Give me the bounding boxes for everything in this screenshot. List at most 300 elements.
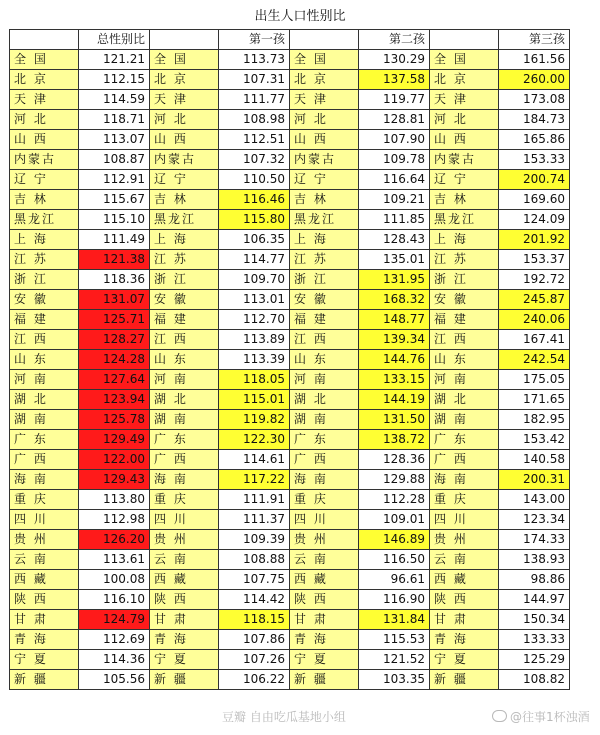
table-row	[10, 350, 570, 370]
region-name: 河 南	[10, 370, 79, 390]
first-child-ratio-cell: 108.98	[219, 110, 290, 130]
total-ratio-cell: 121.38	[79, 250, 150, 270]
region-name: 湖 南	[10, 410, 79, 430]
first-child-ratio-cell: 117.22	[219, 470, 290, 490]
total-ratio-cell: 112.15	[79, 70, 150, 90]
region-name: 安 徽	[150, 290, 219, 310]
header-blank	[150, 30, 219, 50]
region-name: 海 南	[10, 470, 79, 490]
first-child-ratio-cell: 115.01	[219, 390, 290, 410]
watermark-right-text: @往事1杯浊酒	[510, 710, 590, 724]
region-name: 黑龙江	[150, 210, 219, 230]
first-child-ratio-cell: 107.75	[219, 570, 290, 590]
sex-ratio-table	[9, 29, 570, 690]
first-child-ratio-cell: 118.05	[219, 370, 290, 390]
table-row	[10, 570, 570, 590]
header-row	[10, 30, 570, 50]
third-child-ratio-cell: 200.31	[499, 470, 570, 490]
table-row	[10, 150, 570, 170]
table-row	[10, 130, 570, 150]
first-child-ratio-cell: 111.77	[219, 90, 290, 110]
region-name: 宁 夏	[430, 650, 499, 670]
second-child-ratio-cell: 128.36	[359, 450, 430, 470]
total-ratio-cell: 127.64	[79, 370, 150, 390]
total-ratio-cell: 105.56	[79, 670, 150, 690]
second-child-ratio-cell: 131.95	[359, 270, 430, 290]
region-name: 青 海	[150, 630, 219, 650]
region-name: 湖 北	[150, 390, 219, 410]
total-ratio-cell: 113.61	[79, 550, 150, 570]
region-name: 江 苏	[10, 250, 79, 270]
region-name: 福 建	[290, 310, 359, 330]
region-name: 青 海	[10, 630, 79, 650]
third-child-ratio-cell: 108.82	[499, 670, 570, 690]
total-ratio-cell: 113.80	[79, 490, 150, 510]
table-title: 出生人口性别比	[254, 9, 346, 24]
first-child-ratio-cell: 116.46	[219, 190, 290, 210]
region-name: 辽 宁	[290, 170, 359, 190]
region-name: 上 海	[290, 230, 359, 250]
header-total: 总性别比	[79, 30, 150, 50]
region-name: 山 西	[10, 130, 79, 150]
total-ratio-cell: 124.28	[79, 350, 150, 370]
region-name: 甘 肃	[150, 610, 219, 630]
table-row	[10, 390, 570, 410]
region-name: 广 东	[150, 430, 219, 450]
region-name: 吉 林	[10, 190, 79, 210]
region-name: 广 东	[430, 430, 499, 450]
region-name: 陕 西	[150, 590, 219, 610]
weibo-logo-icon	[492, 710, 507, 722]
total-ratio-cell: 115.10	[79, 210, 150, 230]
table-row	[10, 450, 570, 470]
table-row	[10, 330, 570, 350]
first-child-ratio-cell: 113.01	[219, 290, 290, 310]
region-name: 云 南	[430, 550, 499, 570]
third-child-ratio-cell: 125.29	[499, 650, 570, 670]
second-child-ratio-cell: 148.77	[359, 310, 430, 330]
region-name: 贵 州	[290, 530, 359, 550]
second-child-ratio-cell: 139.34	[359, 330, 430, 350]
table-row	[10, 410, 570, 430]
second-child-ratio-cell: 128.81	[359, 110, 430, 130]
header-second-child: 第二孩	[359, 30, 430, 50]
second-child-ratio-cell: 129.88	[359, 470, 430, 490]
region-name: 云 南	[10, 550, 79, 570]
total-ratio-cell: 118.36	[79, 270, 150, 290]
second-child-ratio-cell: 133.15	[359, 370, 430, 390]
table-row	[10, 70, 570, 90]
first-child-ratio-cell: 110.50	[219, 170, 290, 190]
third-child-ratio-cell: 167.41	[499, 330, 570, 350]
region-name: 湖 北	[290, 390, 359, 410]
table-row	[10, 50, 570, 70]
region-name: 湖 南	[430, 410, 499, 430]
region-name: 新 疆	[150, 670, 219, 690]
region-name: 天 津	[430, 90, 499, 110]
region-name: 宁 夏	[290, 650, 359, 670]
first-child-ratio-cell: 119.82	[219, 410, 290, 430]
region-name: 西 藏	[430, 570, 499, 590]
region-name: 重 庆	[10, 490, 79, 510]
third-child-ratio-cell: 192.72	[499, 270, 570, 290]
region-name: 湖 南	[290, 410, 359, 430]
region-name: 山 西	[430, 130, 499, 150]
table-row	[10, 310, 570, 330]
header-blank	[430, 30, 499, 50]
header-third-child: 第三孩	[499, 30, 570, 50]
header-blank	[290, 30, 359, 50]
region-name: 甘 肃	[430, 610, 499, 630]
first-child-ratio-cell: 106.22	[219, 670, 290, 690]
third-child-ratio-cell: 200.74	[499, 170, 570, 190]
region-name: 江 苏	[150, 250, 219, 270]
second-child-ratio-cell: 144.76	[359, 350, 430, 370]
second-child-ratio-cell: 116.64	[359, 170, 430, 190]
table-row	[10, 470, 570, 490]
region-name: 江 西	[290, 330, 359, 350]
first-child-ratio-cell: 112.51	[219, 130, 290, 150]
second-child-ratio-cell: 168.32	[359, 290, 430, 310]
total-ratio-cell: 114.59	[79, 90, 150, 110]
region-name: 内蒙古	[430, 150, 499, 170]
table-row	[10, 550, 570, 570]
total-ratio-cell: 114.36	[79, 650, 150, 670]
region-name: 上 海	[430, 230, 499, 250]
table-row	[10, 270, 570, 290]
second-child-ratio-cell: 128.43	[359, 230, 430, 250]
region-name: 贵 州	[150, 530, 219, 550]
region-name: 青 海	[290, 630, 359, 650]
region-name: 青 海	[430, 630, 499, 650]
table-row	[10, 170, 570, 190]
second-child-ratio-cell: 135.01	[359, 250, 430, 270]
third-child-ratio-cell: 175.05	[499, 370, 570, 390]
region-name: 安 徽	[430, 290, 499, 310]
region-name: 贵 州	[10, 530, 79, 550]
total-ratio-cell: 125.71	[79, 310, 150, 330]
first-child-ratio-cell: 122.30	[219, 430, 290, 450]
table-row	[10, 90, 570, 110]
third-child-ratio-cell: 124.09	[499, 210, 570, 230]
region-name: 重 庆	[290, 490, 359, 510]
region-name: 江 西	[430, 330, 499, 350]
total-ratio-cell: 128.27	[79, 330, 150, 350]
first-child-ratio-cell: 114.77	[219, 250, 290, 270]
first-child-ratio-cell: 109.70	[219, 270, 290, 290]
header-first-child: 第一孩	[219, 30, 290, 50]
region-name: 新 疆	[290, 670, 359, 690]
total-ratio-cell: 131.07	[79, 290, 150, 310]
total-ratio-cell: 112.98	[79, 510, 150, 530]
second-child-ratio-cell: 109.78	[359, 150, 430, 170]
region-name: 广 东	[10, 430, 79, 450]
second-child-ratio-cell: 107.90	[359, 130, 430, 150]
third-child-ratio-cell: 240.06	[499, 310, 570, 330]
third-child-ratio-cell: 143.00	[499, 490, 570, 510]
table-row	[10, 670, 570, 690]
first-child-ratio-cell: 111.37	[219, 510, 290, 530]
third-child-ratio-cell: 165.86	[499, 130, 570, 150]
region-name: 河 南	[290, 370, 359, 390]
total-ratio-cell: 122.00	[79, 450, 150, 470]
watermark-left: 豆瓣 自由吃瓜基地小组	[222, 710, 346, 724]
second-child-ratio-cell: 121.52	[359, 650, 430, 670]
first-child-ratio-cell: 113.39	[219, 350, 290, 370]
third-child-ratio-cell: 133.33	[499, 630, 570, 650]
region-name: 江 西	[10, 330, 79, 350]
table-row	[10, 630, 570, 650]
first-child-ratio-cell: 113.73	[219, 50, 290, 70]
region-name: 福 建	[430, 310, 499, 330]
table-row	[10, 190, 570, 210]
region-name: 广 西	[10, 450, 79, 470]
region-name: 河 北	[290, 110, 359, 130]
third-child-ratio-cell: 98.86	[499, 570, 570, 590]
region-name: 山 东	[430, 350, 499, 370]
table-row	[10, 230, 570, 250]
second-child-ratio-cell: 96.61	[359, 570, 430, 590]
region-name: 宁 夏	[150, 650, 219, 670]
first-child-ratio-cell: 115.80	[219, 210, 290, 230]
region-name: 海 南	[430, 470, 499, 490]
region-name: 江 西	[150, 330, 219, 350]
region-name: 江 苏	[290, 250, 359, 270]
region-name: 全 国	[10, 50, 79, 70]
first-child-ratio-cell: 107.31	[219, 70, 290, 90]
total-ratio-cell: 124.79	[79, 610, 150, 630]
total-ratio-cell: 129.49	[79, 430, 150, 450]
third-child-ratio-cell: 171.65	[499, 390, 570, 410]
region-name: 湖 南	[150, 410, 219, 430]
total-ratio-cell: 123.94	[79, 390, 150, 410]
third-child-ratio-cell: 174.33	[499, 530, 570, 550]
second-child-ratio-cell: 109.21	[359, 190, 430, 210]
second-child-ratio-cell: 131.50	[359, 410, 430, 430]
region-name: 广 西	[290, 450, 359, 470]
total-ratio-cell: 125.78	[79, 410, 150, 430]
region-name: 山 东	[290, 350, 359, 370]
total-ratio-cell: 111.49	[79, 230, 150, 250]
table-body	[10, 50, 570, 690]
region-name: 河 南	[430, 370, 499, 390]
region-name: 新 疆	[430, 670, 499, 690]
first-child-ratio-cell: 113.89	[219, 330, 290, 350]
second-child-ratio-cell: 111.85	[359, 210, 430, 230]
table-row	[10, 490, 570, 510]
region-name: 福 建	[10, 310, 79, 330]
region-name: 云 南	[290, 550, 359, 570]
region-name: 黑龙江	[290, 210, 359, 230]
region-name: 江 苏	[430, 250, 499, 270]
watermark-right	[492, 708, 590, 725]
first-child-ratio-cell: 107.32	[219, 150, 290, 170]
region-name: 北 京	[10, 70, 79, 90]
first-child-ratio-cell: 118.15	[219, 610, 290, 630]
region-name: 海 南	[290, 470, 359, 490]
region-name: 陕 西	[430, 590, 499, 610]
region-name: 山 西	[150, 130, 219, 150]
third-child-ratio-cell: 245.87	[499, 290, 570, 310]
table-row	[10, 430, 570, 450]
total-ratio-cell: 108.87	[79, 150, 150, 170]
region-name: 四 川	[10, 510, 79, 530]
region-name: 浙 江	[10, 270, 79, 290]
table-row	[10, 650, 570, 670]
third-child-ratio-cell: 123.34	[499, 510, 570, 530]
third-child-ratio-cell: 201.92	[499, 230, 570, 250]
second-child-ratio-cell: 144.19	[359, 390, 430, 410]
third-child-ratio-cell: 242.54	[499, 350, 570, 370]
third-child-ratio-cell: 138.93	[499, 550, 570, 570]
table-row	[10, 530, 570, 550]
first-child-ratio-cell: 109.39	[219, 530, 290, 550]
third-child-ratio-cell: 161.56	[499, 50, 570, 70]
region-name: 西 藏	[150, 570, 219, 590]
table-row	[10, 370, 570, 390]
region-name: 湖 北	[430, 390, 499, 410]
region-name: 湖 北	[10, 390, 79, 410]
region-name: 全 国	[430, 50, 499, 70]
region-name: 西 藏	[290, 570, 359, 590]
total-ratio-cell: 112.91	[79, 170, 150, 190]
region-name: 内蒙古	[10, 150, 79, 170]
total-ratio-cell: 116.10	[79, 590, 150, 610]
region-name: 云 南	[150, 550, 219, 570]
region-name: 四 川	[290, 510, 359, 530]
total-ratio-cell: 129.43	[79, 470, 150, 490]
region-name: 吉 林	[430, 190, 499, 210]
header-blank	[10, 30, 79, 50]
second-child-ratio-cell: 116.50	[359, 550, 430, 570]
region-name: 河 南	[150, 370, 219, 390]
third-child-ratio-cell: 144.97	[499, 590, 570, 610]
region-name: 山 西	[290, 130, 359, 150]
region-name: 河 北	[150, 110, 219, 130]
region-name: 天 津	[10, 90, 79, 110]
region-name: 天 津	[290, 90, 359, 110]
first-child-ratio-cell: 106.35	[219, 230, 290, 250]
total-ratio-cell: 121.21	[79, 50, 150, 70]
region-name: 广 东	[290, 430, 359, 450]
table-row	[10, 210, 570, 230]
table-row	[10, 290, 570, 310]
region-name: 河 北	[10, 110, 79, 130]
region-name: 天 津	[150, 90, 219, 110]
region-name: 四 川	[150, 510, 219, 530]
table-row	[10, 590, 570, 610]
region-name: 内蒙古	[150, 150, 219, 170]
first-child-ratio-cell: 114.42	[219, 590, 290, 610]
region-name: 吉 林	[290, 190, 359, 210]
first-child-ratio-cell: 112.70	[219, 310, 290, 330]
second-child-ratio-cell: 138.72	[359, 430, 430, 450]
third-child-ratio-cell: 153.42	[499, 430, 570, 450]
second-child-ratio-cell: 130.29	[359, 50, 430, 70]
total-ratio-cell: 126.20	[79, 530, 150, 550]
region-name: 陕 西	[290, 590, 359, 610]
region-name: 上 海	[150, 230, 219, 250]
first-child-ratio-cell: 108.88	[219, 550, 290, 570]
third-child-ratio-cell: 150.34	[499, 610, 570, 630]
region-name: 广 西	[430, 450, 499, 470]
region-name: 西 藏	[10, 570, 79, 590]
total-ratio-cell: 112.69	[79, 630, 150, 650]
table-row	[10, 250, 570, 270]
third-child-ratio-cell: 173.08	[499, 90, 570, 110]
region-name: 重 庆	[150, 490, 219, 510]
third-child-ratio-cell: 169.60	[499, 190, 570, 210]
region-name: 浙 江	[430, 270, 499, 290]
region-name: 重 庆	[430, 490, 499, 510]
region-name: 全 国	[290, 50, 359, 70]
region-name: 浙 江	[290, 270, 359, 290]
region-name: 山 东	[150, 350, 219, 370]
region-name: 辽 宁	[10, 170, 79, 190]
second-child-ratio-cell: 131.84	[359, 610, 430, 630]
total-ratio-cell: 100.08	[79, 570, 150, 590]
region-name: 辽 宁	[430, 170, 499, 190]
second-child-ratio-cell: 103.35	[359, 670, 430, 690]
region-name: 辽 宁	[150, 170, 219, 190]
first-child-ratio-cell: 107.26	[219, 650, 290, 670]
third-child-ratio-cell: 184.73	[499, 110, 570, 130]
total-ratio-cell: 118.71	[79, 110, 150, 130]
region-name: 安 徽	[10, 290, 79, 310]
second-child-ratio-cell: 116.90	[359, 590, 430, 610]
region-name: 山 东	[10, 350, 79, 370]
total-ratio-cell: 115.67	[79, 190, 150, 210]
region-name: 黑龙江	[430, 210, 499, 230]
second-child-ratio-cell: 119.77	[359, 90, 430, 110]
table-row	[10, 510, 570, 530]
region-name: 黑龙江	[10, 210, 79, 230]
third-child-ratio-cell: 153.33	[499, 150, 570, 170]
region-name: 河 北	[430, 110, 499, 130]
total-ratio-cell: 113.07	[79, 130, 150, 150]
first-child-ratio-cell: 107.86	[219, 630, 290, 650]
region-name: 海 南	[150, 470, 219, 490]
first-child-ratio-cell: 111.91	[219, 490, 290, 510]
region-name: 甘 肃	[10, 610, 79, 630]
second-child-ratio-cell: 137.58	[359, 70, 430, 90]
second-child-ratio-cell: 112.28	[359, 490, 430, 510]
region-name: 吉 林	[150, 190, 219, 210]
third-child-ratio-cell: 153.37	[499, 250, 570, 270]
region-name: 四 川	[430, 510, 499, 530]
table-row	[10, 610, 570, 630]
second-child-ratio-cell: 115.53	[359, 630, 430, 650]
first-child-ratio-cell: 114.61	[219, 450, 290, 470]
region-name: 全 国	[150, 50, 219, 70]
region-name: 北 京	[150, 70, 219, 90]
region-name: 福 建	[150, 310, 219, 330]
second-child-ratio-cell: 109.01	[359, 510, 430, 530]
region-name: 宁 夏	[10, 650, 79, 670]
region-name: 广 西	[150, 450, 219, 470]
region-name: 浙 江	[150, 270, 219, 290]
region-name: 安 徽	[290, 290, 359, 310]
region-name: 内蒙古	[290, 150, 359, 170]
region-name: 北 京	[430, 70, 499, 90]
second-child-ratio-cell: 146.89	[359, 530, 430, 550]
region-name: 陕 西	[10, 590, 79, 610]
region-name: 甘 肃	[290, 610, 359, 630]
region-name: 北 京	[290, 70, 359, 90]
region-name: 贵 州	[430, 530, 499, 550]
third-child-ratio-cell: 182.95	[499, 410, 570, 430]
third-child-ratio-cell: 140.58	[499, 450, 570, 470]
